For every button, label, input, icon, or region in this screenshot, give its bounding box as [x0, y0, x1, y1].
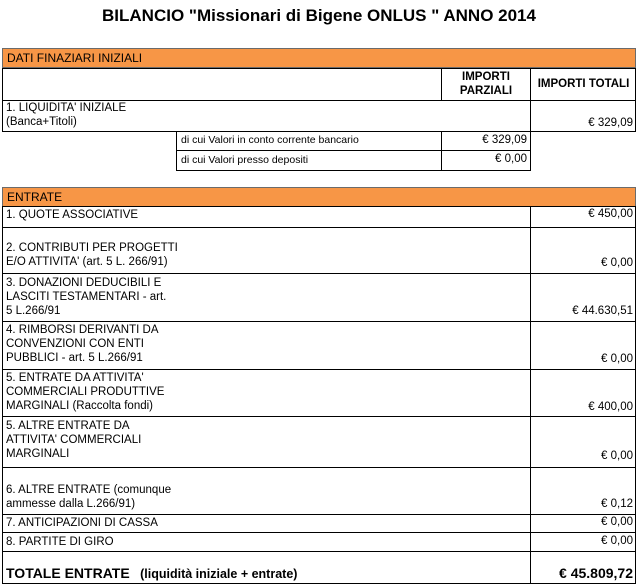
- entrate-row-value: € 0,12: [601, 498, 633, 510]
- entrate-row-label: 5. ALTRE ENTRATE DA ATTIVITA' COMMERCIALI MARGINALI: [6, 420, 142, 460]
- totale-entrate-row: [6, 565, 526, 583]
- row-divider: [2, 551, 636, 552]
- entrate-row-label: 6. ALTRE ENTRATE (comunque ammesse dalla L.266/91): [6, 484, 172, 510]
- row-divider: [2, 416, 636, 417]
- totale-entrate-value: € 45.809,72: [559, 565, 633, 581]
- row-divider: [2, 467, 636, 468]
- column-header-importi-parziali: IMPORTI PARZIALI: [459, 71, 513, 97]
- sub-row-label: di cui Valori in conto corrente bancario: [181, 134, 359, 146]
- entrate-row-label: 7. ANTICIPAZIONI DI CASSA: [6, 517, 158, 529]
- sub-row-label: di cui Valori presso depositi: [181, 154, 309, 166]
- totale-entrate-label: TOTALE ENTRATE: [6, 565, 130, 581]
- totale-entrate-note: (liquidità iniziale + entrate): [140, 567, 298, 581]
- row-divider: [2, 369, 636, 370]
- section-header-entrate: ENTRATE: [2, 187, 636, 207]
- row-divider: [2, 514, 636, 515]
- sub-row-value: € 329,09: [482, 134, 527, 146]
- entrate-row-label: 2. CONTRIBUTI PER PROGETTI E/O ATTIVITA' (art. 5 L. 266/91): [6, 242, 178, 268]
- entrate-row-label: 4. RIMBORSI DERIVANTI DA CONVENZIONI CON ENTI PUBBLICI - art. 5 L.266/91: [6, 324, 159, 364]
- entrate-row-value: € 44.630,51: [572, 305, 633, 317]
- row-divider: [2, 321, 636, 322]
- section-header-dati-finanziari: DATI FINAZIARI INIZIALI: [2, 48, 636, 68]
- row-divider: [2, 273, 636, 274]
- entrate-row-value: € 0,00: [601, 257, 633, 269]
- row-divider: [2, 227, 636, 228]
- column-header-importi-totali: IMPORTI TOTALI: [537, 78, 630, 90]
- entrate-row-value: € 0,00: [601, 450, 633, 462]
- entrate-row-value: € 0,00: [601, 353, 633, 365]
- entrate-row-label: 1. QUOTE ASSOCIATIVE: [6, 209, 139, 221]
- sub-row-value: € 0,00: [495, 153, 527, 165]
- row-divider: [176, 150, 531, 151]
- entrate-row-label: 5. ENTRATE DA ATTIVITA' COMMERCIALI PRODUTTIVE MARGINALI (Raccolta fondi): [6, 372, 165, 412]
- liquidita-iniziale-label: 1. LIQUIDITA' INIZIALE (Banca+Titoli): [6, 102, 127, 128]
- entrate-row-value: € 0,00: [601, 535, 633, 547]
- entrate-row-label: 8. PARTITE DI GIRO: [6, 536, 114, 548]
- page-title: BILANCIO "Missionari di Bigene ONLUS " ANNO 2014: [102, 6, 536, 25]
- entrate-row-value: € 450,00: [588, 208, 633, 220]
- row-divider: [2, 532, 636, 533]
- entrate-row-value: € 400,00: [588, 401, 633, 413]
- entrate-row-label: 3. DONAZIONI DEDUCIBILI E LASCITI TESTAMENTARI - art. 5 L.266/91: [6, 277, 167, 317]
- entrate-row-value: € 0,00: [601, 516, 633, 528]
- liquidita-iniziale-total: € 329,09: [588, 117, 633, 129]
